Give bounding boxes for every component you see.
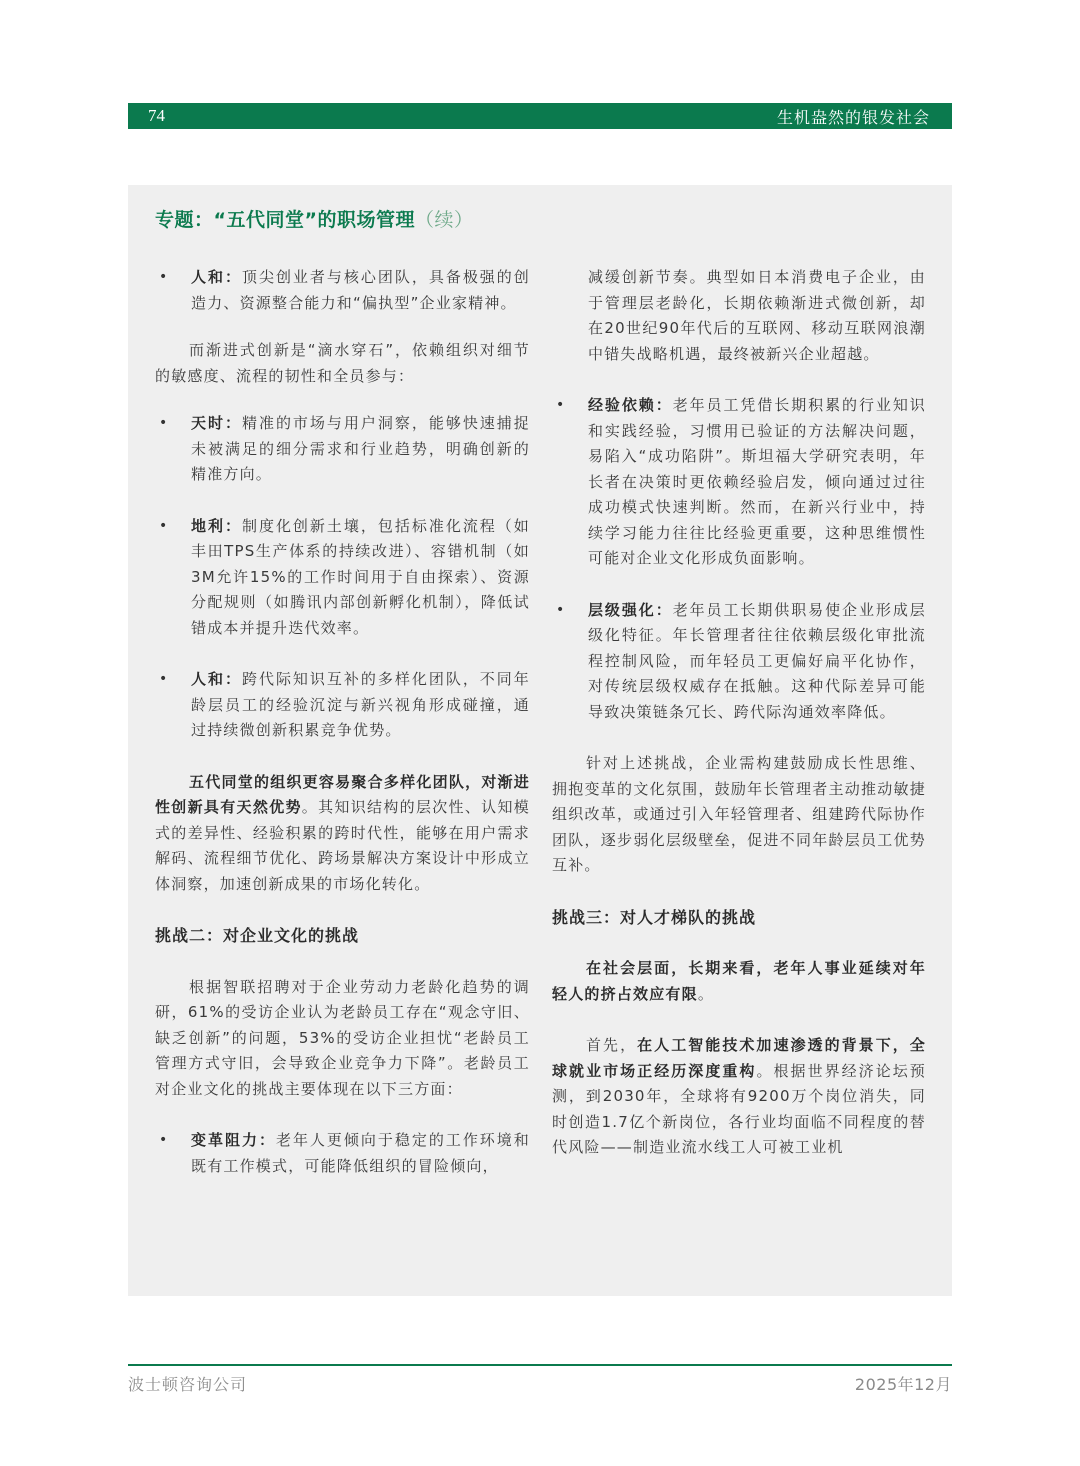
paragraph: 针对上述挑战，企业需构建鼓励成长性思维、拥抱变革的文化氛围，鼓励年长管理者主动推动敏捷组织改革，或通过引入年轻管理者、组建跨代际协作团队，逐步弱化层级壁垒，促进不同年龄层员工优势互补。 — [552, 754, 926, 874]
emphasis-text: 在人工智能技术加速渗透的背景下，全球就业市场正经历深度重构 — [552, 1036, 926, 1080]
paragraph — [552, 956, 926, 1007]
footer-divider — [128, 1364, 952, 1366]
bullet-text: 跨代际知识互补的多样化团队，不同年龄层员工的经验沉淀与新兴视角形成碰撞，通过持续微创新积累竞争优势。 — [191, 670, 530, 739]
paragraph: 根据智联招聘对于企业劳动力老龄化趋势的调研，61%的受访企业认为老龄员工存在“观念守旧、缺乏创新”的问题，53%的受访企业担忧“老龄员工管理方式守旧，会导致企业竞争力下降”。老龄员工对企业文化的挑战主要体现在以下三方面： — [155, 977, 530, 1098]
list-item — [155, 265, 530, 316]
list-item — [552, 598, 926, 726]
bullet-text: 顶尖创业者与核心团队，具备极强的创造力、资源整合能力和“偏执型”企业家精神。 — [191, 268, 530, 312]
list-item — [552, 393, 926, 572]
paragraph: 而渐进式创新是“滴水穿石”，依赖组织对细节的敏感度、流程的韧性和全员参与： — [155, 341, 530, 385]
body-text: 。 — [697, 984, 715, 1003]
page-header-bar — [128, 103, 952, 129]
bullet-icon: • — [159, 415, 169, 431]
bullet-label: 层级强化： — [588, 600, 673, 619]
bullet-icon: • — [556, 397, 566, 413]
panel-title-suffix: （续） — [414, 209, 474, 231]
list-item-continued — [552, 265, 926, 367]
body-text: 。其知识结构的层次性、认知模式的差异性、经验积累的跨时代性，能够在用户需求解码、流程细节优化、跨场景解决方案设计中形成立体洞察，加速创新成果的市场化转化。 — [155, 798, 530, 893]
emphasis-text: 五代同堂的组织更容易聚合多样化团队，对渐进性创新具有天然优势 — [155, 772, 530, 816]
page-number: 74 — [148, 106, 165, 125]
bullet-text: 老年人更倾向于稳定的工作环境和既有工作模式，可能降低组织的冒险倾向， — [191, 1131, 530, 1175]
left-column — [155, 265, 530, 1179]
body-text: 。根据世界经济论坛预测，到2030年，全球将有9200万个岗位消失，同时创造1.7亿个新岗位，各行业均面临不同程度的替代风险——制造业流水线工人可被工业机 — [552, 1061, 926, 1156]
bullet-icon: • — [556, 601, 566, 618]
bullet-text: 老年员工长期供职易使企业形成层级化特征。年长管理者往往依赖层级化审批流程控制风险，而年轻员工更偏好扁平化协作，对传统层级权威存在抵触。这种代际差异可能导致决策链条冗长、跨代际沟通效率降低。 — [588, 600, 926, 721]
footer-company: 波士顿咨询公司 — [128, 1375, 248, 1394]
bullet-label: 人和： — [191, 670, 242, 688]
footer-date: 2025年12月 — [854, 1375, 952, 1394]
body-text: 首先， — [586, 1036, 638, 1054]
bullet-label: 变革阻力： — [191, 1131, 276, 1149]
bullet-label: 经验依赖： — [588, 396, 673, 414]
bullet-text: 老年员工凭借长期积累的行业知识和实践经验，习惯用已验证的方法解决问题，易陷入“成功陷阱”。斯坦福大学研究表明，年长者在决策时更依赖经验启发，倾向通过过往成功模式快速判断。然而，在新兴行业中，持续学习能力往往比经验更重要，这种思维惯性可能对企业文化形成负面影响。 — [588, 396, 926, 567]
list-item — [155, 514, 530, 642]
bullet-label: 地利： — [191, 516, 242, 535]
bullet-text: 制度化创新土壤，包括标准化流程（如丰田TPS生产体系的持续改进）、容错机制（如3M允许15%的工作时间用于自由探索）、资源分配规则（如腾讯内部创新孵化机制），降低试错成本并提升迭代效率。 — [191, 516, 530, 637]
bullet-text: 减缓创新节奏。典型如日本消费电子企业，由于管理层老龄化，长期依赖渐进式微创新，却在20世纪90年代后的互联网、移动互联网浪潮中错失战略机遇，最终被新兴企业超越。 — [588, 268, 926, 363]
paragraph — [552, 1033, 926, 1161]
bullet-icon: • — [159, 671, 169, 687]
emphasis-text: 在社会层面，长期来看，老年人事业延续对年轻人的挤占效应有限 — [552, 959, 926, 1003]
list-item — [155, 667, 530, 744]
section-heading: 挑战二：对企业文化的挑战 — [155, 926, 360, 945]
bullet-text: 精准的市场与用户洞察，能够快速捕捉未被满足的细分需求和行业趋势，明确创新的精准方向。 — [191, 414, 530, 483]
panel-title — [155, 205, 474, 232]
section-heading: 挑战三：对人才梯队的挑战 — [552, 907, 757, 927]
bullet-icon: • — [159, 1132, 169, 1148]
panel-title-main: 专题：“五代同堂”的职场管理 — [155, 209, 415, 231]
list-item — [155, 411, 530, 488]
bullet-icon: • — [159, 269, 169, 285]
list-item — [155, 1128, 530, 1179]
right-column — [552, 265, 926, 1161]
bullet-label: 人和： — [191, 268, 242, 286]
bullet-icon: • — [159, 517, 169, 534]
paragraph — [155, 770, 530, 898]
bullet-label: 天时： — [191, 414, 242, 432]
running-title: 生机盎然的银发社会 — [776, 107, 930, 127]
